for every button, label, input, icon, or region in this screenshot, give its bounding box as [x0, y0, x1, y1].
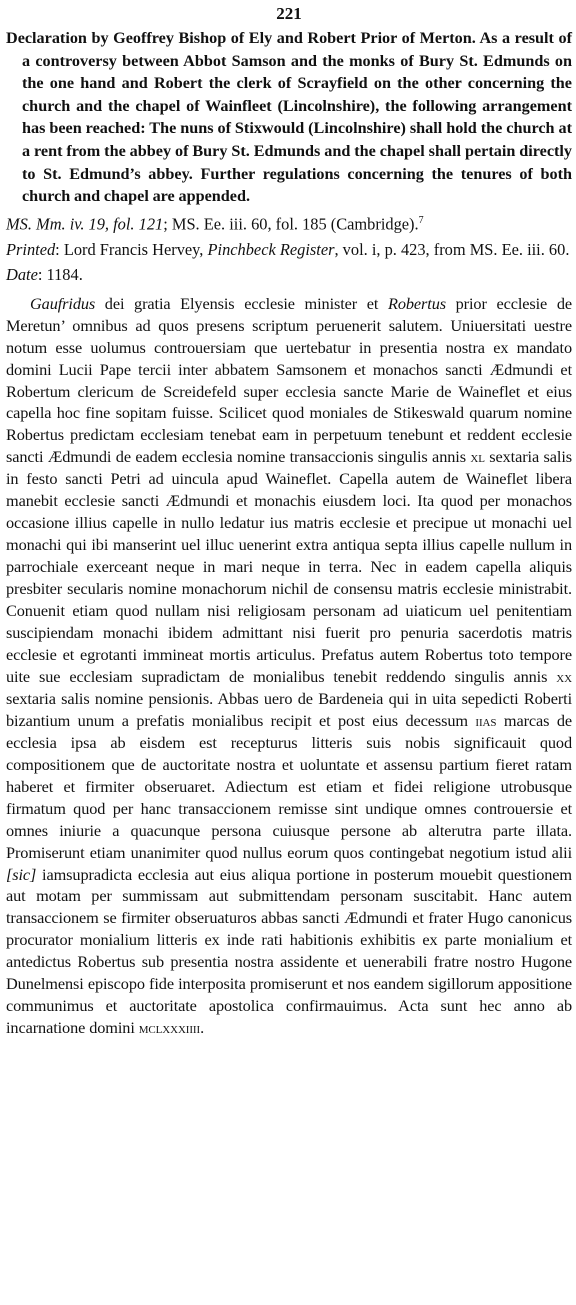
manuscript-secondary: ; MS. Ee. iii. 60, fol. 185 (Cambridge).	[163, 214, 419, 234]
charter-segment: prior ecclesie de Meretun’ omnibus ad quos presens scriptum peruenerit salutem. Uniuersitati uestre notum esse uolumus controuersiam que uertebatur in presentia nostra ex mandato domini Lucii Pape tercii inter abbatem Samsonem et monachos sancti Ædmundi et Robertum clericum de Screidefeld super ecclesia sancte Marie de Waineflet et eius capella hoc fine sopitam fuisse. Scilicet quod moniales de Stikeswald quarum nomine Robertus predictam ecclesiam tenebat eam in perpetuum tenebunt et reddent ecclesie sancti Ædmundi de eadem ecclesia nomine transaccionis singulis annis	[6, 293, 572, 467]
roman-numeral: iias	[475, 710, 497, 730]
charter-year: mclxxxiiii	[138, 1018, 201, 1038]
charter-segment: marcas de ecclesia ipsa ab eisdem est recepturus litteris suis nobis significauit quod compositionem que de auctoritate nostra et uoluntate et assensu partium fieret ratam haberet et firmiter obseruaret. Adiectum est etiam et fidei religione utrobusque firmatum quod per hanc transaccionem remisse sint undique omnes controuersie et omnes iniurie a quacunque persona cuiusque persone ab alterutra parte illata. Promiserunt etiam unanimiter quod nullus eorum quos contingebat negotium istud alii	[6, 710, 572, 862]
footnote-marker: 7	[418, 214, 424, 226]
date-label: Date	[6, 265, 38, 285]
roman-numeral: xx	[556, 666, 572, 686]
charter-name-robertus: Robertus	[387, 293, 446, 313]
charter-segment: iamsupradicta ecclesia aut eius aliqua portione in posterum mouebit questionem aut motam per summissam aut submittendam personam suscitabit. Hanc autem transaccionem se firmiter obseruaturos abbas sancti Ædmundi et frater Hugo canonicus procurator monialium litteris ex inde rati habitionis exhibitis ex parte monialium et antedictus Robertus sub presentia nostra assidente et uenerabili fratre nostro Hugone Dunelmensi episcopo fide interposita promiserunt et nos eandem sigillorum appositione communimus et auctoritate apostolica confirmauimus. Acta sunt hec anno ab incarnatione domini	[6, 864, 572, 1038]
page-number: 221	[276, 4, 302, 23]
printed-work-title: Pinchbeck Register	[207, 239, 335, 259]
charter-segment: sextaria salis nomine pensionis. Abbas uero de Bardeneia qui in uita sepedicti Roberti bizantium unum a prefatis monialibus recipit et post eius decessum	[6, 688, 572, 730]
charter-text	[6, 293, 572, 1039]
printed-label: Printed	[6, 239, 56, 259]
charter-segment: .	[200, 1018, 205, 1038]
printed-reference	[6, 239, 572, 262]
charter-segment: sextaria salis in festo sancti Petri ad uincula apud Waineflet. Capella autem de Waineflet libera manebit ecclesie sancti Ædmundi et monachis eiusdem loci. Ita quod per monachos occasione illius capelle in nullo ledatur ius matris ecclesie et precipue ut monachi uel monachi qui ibi manserint uel illuc uenerint extra antiqua septa illius capelle nullum in parrochiale exerceant neque in mari neque in terra. Nec in eadem capella aliquis presbiter secularis nomine monachorum nichil de consensu matris ecclesie ministrabit. Conuenit etiam quod nullam nisi religiosam personam ad uiaticum uel penitentiam suscipiendam monachi ibidem admittant nisi fuerit pro penuria sacerdotis matris ecclesie et egrotanti immineat mortis articulus. Prefatus autem Robertus toto tempore uite sue ecclesiam supradictam de monialibus tenebit reddendo singulis annis	[6, 447, 572, 686]
manuscript-primary: MS. Mm. iv. 19, fol. 121	[6, 214, 164, 234]
sic-mark: [sic]	[6, 864, 37, 884]
charter-name-gaufridus: Gaufridus	[30, 293, 96, 313]
charter-segment: dei gratia Elyensis ecclesie minister et	[95, 293, 388, 313]
document-summary: Declaration by Geoffrey Bishop of Ely and Robert Prior of Merton. As a result of a controversy between Abbot Samson and the monks of Bury St. Edmunds on the one hand and Robert the clerk of Scrayfield on the other concerning the church and the chapel of Wainfleet (Lincolnshire), the following arrangement has been reached: The nuns of Stixwould (Lincolnshire) shall hold the church at a rent from the abbey of Bury St. Edmunds and the chapel shall pertain directly to St. Edmund’s abbey. Further regulations concerning the tenures of both church and chapel are appended.	[6, 29, 572, 206]
date-line	[6, 264, 572, 287]
roman-numeral: xl	[470, 447, 485, 467]
manuscript-reference	[6, 210, 572, 236]
printed-editor: : Lord Francis Hervey,	[55, 239, 208, 259]
date-value: : 1184.	[37, 265, 83, 285]
printed-details: , vol. i, p. 423, from MS. Ee. iii. 60.	[334, 239, 570, 259]
